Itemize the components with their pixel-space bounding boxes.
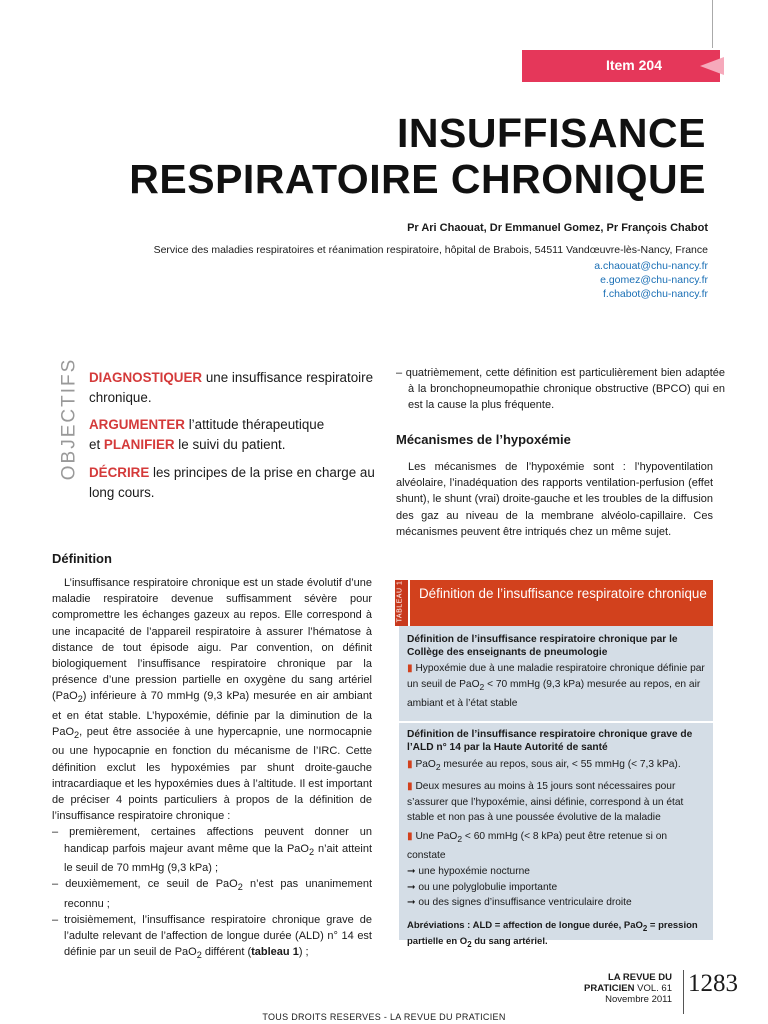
table-body <box>399 626 713 950</box>
authors: Pr Ari Chaouat, Dr Emmanuel Gomez, Pr François Chabot <box>407 222 708 234</box>
copyright-notice: TOUS DROITS RESERVES - LA REVUE DU PRATICIEN <box>262 1012 506 1022</box>
section-2-item-2: ▮ Deux mesures au moins à 15 jours sont nécessaires pour s’assurer que l’hypoxémie, ainsi définie, correspond à un état stable et non pas à une poussée évolutive de la maladie <box>407 780 684 824</box>
section-1-heading: Définition de l’insuffisance respiratoire chronique par le Collège des enseignants de pneumologie <box>407 634 678 658</box>
arrow-icon: ➞ <box>407 881 419 893</box>
email-link-2[interactable]: e.gomez@chu-nancy.fr <box>600 274 708 286</box>
item-tab <box>522 50 720 82</box>
page-number-divider <box>683 970 684 1014</box>
affiliation: Service des maladies respiratoires et réanimation respiratoire, hôpital de Brabois, 54511 Vandœuvre-lès-Nancy, France <box>153 244 708 256</box>
section-2-item-1: ▮ PaO$_2$ mesurée au repos, sous air, < 55 mmHg (< 7,3 kPa). <box>407 759 681 773</box>
abbreviations: Abréviations : ALD = affection de longue durée, PaO$_2$ = pression partielle en $O_2$ du sang artériel. <box>407 920 698 950</box>
section-1-item: ▮ Hypoxémie due à une maladie respiratoire chronique définie par un seuil de PaO$_2$ < 70 mmHg (9,3 kPa) mesurée au repos, en air ambiant et à l’état stable <box>407 663 705 709</box>
arrow-icon: ➞ <box>407 897 419 909</box>
arrow-item-3: ➞ ou des signes d’insuffisance ventriculaire droite <box>407 897 632 909</box>
title-line-1: INSUFFISANCE <box>397 110 706 156</box>
objective-2: ARGUMENTER l’attitude thérapeutique et PLANIFIER le suivi du patient. <box>89 417 325 452</box>
objective-1: DIAGNOSTIQUER une insuffisance respiratoire chronique. <box>89 370 374 405</box>
objectives-label: OBJECTIFS <box>58 357 80 481</box>
page-number: 1283 <box>688 970 738 997</box>
table-title: Définition de l’insuffisance respiratoire chronique <box>419 586 707 601</box>
mechanisms-text: Les mécanismes de l’hypoxémie sont : l’hypoventilation alvéolaire, l’inadéquation des rapports ventilation-perfusion (effet shunt), le shunt (vrai) droite-gauche et les troubles de la diffusion des gaz au niveau de la membrane alvéolo-capillaire. Ces mécanismes peuvent être intriqués chez un même sujet. <box>396 461 713 538</box>
top-divider-line <box>712 0 713 48</box>
email-link-1[interactable]: a.chaouat@chu-nancy.fr <box>594 260 708 272</box>
arrow-item-2: ➞ ou une polyglobulie importante <box>407 881 558 893</box>
definition-heading: Définition <box>52 551 112 566</box>
table-section-1 <box>407 633 707 711</box>
table-section-2 <box>407 728 707 951</box>
item-label: Item 204 <box>605 57 662 73</box>
table-side-tab: TABLEAU 1 <box>395 580 408 626</box>
arrow-icon: ➞ <box>407 865 419 877</box>
title-line-2: RESPIRATOIRE CHRONIQUE <box>129 156 706 202</box>
section-2-heading: Définition de l’insuffisance respiratoire chronique grave de l’ALD n° 14 par la Haute Autorité de santé <box>407 729 693 753</box>
arrow-item-1: ➞ une hypoxémie nocturne <box>407 865 530 877</box>
table-separator <box>399 721 713 723</box>
journal-info: LA REVUE DU PRATICIEN VOL. 61 Novembre 2011 <box>584 972 672 1005</box>
email-link-3[interactable]: f.chabot@chu-nancy.fr <box>602 288 708 300</box>
mechanisms-heading: Mécanismes de l’hypoxémie <box>396 432 571 447</box>
definition-text: L’insuffisance respiratoire chronique est un stade évolutif d’une maladie respiratoire devenue suffisamment sévère pour compromettre les échanges gazeux au repos. Elle correspond à une incapacité de l’appareil respiratoire à assurer l’hématose à distance de tout épisode aigu. Par convention, on définit biologiquement l’insuffisance respiratoire chronique par la présence d’une pression partielle en oxygène du sang artériel (PaO$_2$) inférieure à 70 mmHg (9,3 kPa) mesurée en air ambiant et en état stable. L’hypoxémie, définie par la diminution de la PaO$_2$, peut être associée à une hypercapnie, une normocapnie ou une hypocapnie en fonction du mécanisme de l’IRC. Cette définition exclut les hypoxémies par shunt droite-gauche intracardiaque et les hypoxémies dues à l’altitude. Il est important de préciser 4 points particuliers à propos de la définition de l’insuffisance respiratoire chronique : – premièrement, certaines affections peuvent donner un handicap parfois majeur avant même que la PaO$_2$ n’ait atteint le seuil de 70 mmHg (9,3 kPa) ; – deuxièmement, ce seuil de PaO$_2$ n’est pas unanimement reconnu ; – troisièmement, l’insuffisance respiratoire chronique grave de l’adulte relevant de l’affection de longue durée (ALD) n° 14 est définie par un seuil de PaO$_2$ différent (tableau 1) ; <box>52 577 372 961</box>
point-four: – quatrièmement, cette définition est particulièrement bien adaptée à la bronchopneumopathie chronique obstructive (BPCO) qui en est la cause la plus fréquente. <box>396 367 725 412</box>
article-title <box>129 110 706 202</box>
table-header <box>410 580 713 626</box>
objective-3: DÉCRIRE les principes de la prise en charge au long cours. <box>89 465 375 500</box>
item-arrow-icon <box>700 57 724 75</box>
section-2-item-3: ▮ Une PaO$_2$ < 60 mmHg (< 8 kPa) peut être retenue si on constate <box>407 831 668 862</box>
